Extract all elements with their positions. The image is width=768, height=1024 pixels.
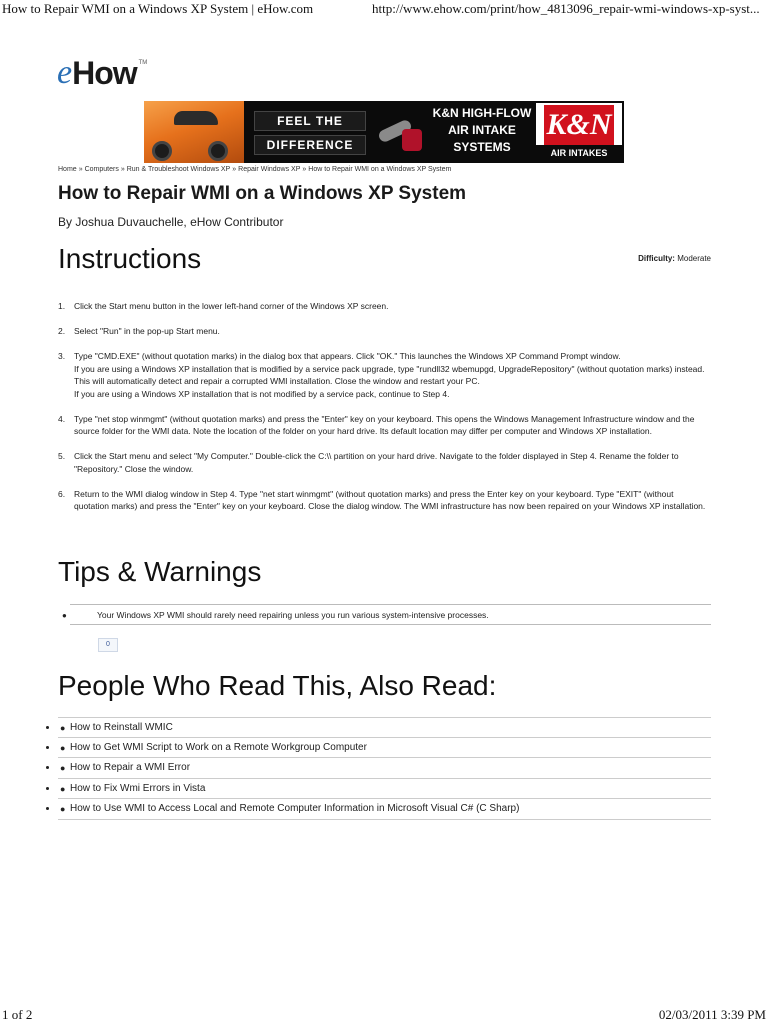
- step-number: 3.: [58, 351, 66, 361]
- breadcrumb-separator: »: [232, 166, 237, 173]
- also-read-item: [58, 738, 711, 759]
- breadcrumb-separator: »: [302, 166, 307, 173]
- article-byline: By Joshua Duvauchelle, eHow Contributor: [58, 215, 284, 229]
- step-number: 1.: [58, 301, 66, 311]
- also-read-link[interactable]: How to Use WMI to Access Local and Remote Computer Information in Microsoft Visual C# (C Sharp): [70, 803, 520, 815]
- step-line: Type "CMD.EXE" (without quotation marks) in the dialog box that appears. Click "OK." This launches the Windows XP Command Prompt window.: [74, 351, 621, 361]
- logo-how: How: [72, 55, 137, 91]
- step-number: 4.: [58, 413, 66, 424]
- step-line: Click the Start menu and select "My Computer." Double-click the C:\\ partition on your hard drive. Navigate to the folder displayed in Step 4. Rename the folder to "Repository." Close the window.: [74, 451, 679, 474]
- instruction-step: [58, 300, 708, 313]
- ad-feel-line: FEEL THE: [254, 111, 366, 131]
- instruction-steps: [58, 300, 708, 525]
- breadcrumb-separator: »: [78, 166, 83, 173]
- step-text: [74, 300, 708, 313]
- also-read-item: [58, 717, 711, 738]
- instruction-step: [58, 488, 708, 513]
- step-line: Select "Run" in the pop-up Start menu.: [74, 326, 220, 336]
- difficulty-value: Moderate: [677, 254, 711, 263]
- print-footer: [0, 1004, 768, 1024]
- print-page-number: 1 of 2: [2, 1007, 33, 1022]
- tips-heading: Tips & Warnings: [58, 556, 262, 587]
- kn-logo-tagline: AIR INTAKES: [536, 145, 622, 161]
- instructions-heading: Instructions: [58, 243, 202, 274]
- also-read-item: [58, 779, 711, 800]
- breadcrumb-link-repair-windows-xp[interactable]: Repair Windows XP: [238, 166, 301, 173]
- also-read-heading: People Who Read This, Also Read:: [58, 670, 497, 701]
- breadcrumb-current: How to Repair WMI on a Windows XP System: [308, 166, 452, 173]
- step-text: [74, 325, 708, 338]
- logo-e: e: [57, 54, 73, 91]
- intake-filter: [402, 129, 422, 151]
- difficulty-label: Difficulty:: [638, 254, 675, 263]
- ad-banner-kn-air-intake[interactable]: [144, 101, 624, 163]
- car-wheel: [152, 141, 172, 161]
- like-count-button[interactable]: 0: [98, 638, 118, 652]
- also-read-link[interactable]: How to Get WMI Script to Work on a Remote Workgroup Computer: [70, 741, 367, 753]
- also-read-item: [58, 758, 711, 779]
- step-text: [74, 413, 708, 438]
- also-read-link[interactable]: How to Fix Wmi Errors in Vista: [70, 782, 206, 794]
- step-number: 5.: [58, 451, 66, 461]
- step-line: If you are using a Windows XP installation that is not modified by a service pack, continue to Step 4.: [74, 388, 450, 399]
- breadcrumb: [58, 166, 451, 173]
- ad-feel-the-difference: [254, 111, 366, 159]
- print-header: [0, 0, 768, 18]
- logo-trademark: TM: [138, 60, 148, 66]
- ad-kn-line: K&N HIGH-FLOW: [432, 106, 532, 120]
- print-page-title: How to Repair WMI on a Windows XP System | eHow.com: [2, 1, 314, 16]
- breadcrumb-link-run-troubleshoot[interactable]: Run & Troubleshoot Windows XP: [126, 166, 231, 173]
- also-read-list: [58, 717, 711, 820]
- print-date: 02/03/2011 3:39 PM: [658, 1007, 766, 1022]
- ad-kn-headline: [428, 105, 536, 156]
- bullet-icon: • ●: [60, 804, 66, 815]
- step-number: 6.: [58, 488, 66, 499]
- ad-car-image: [144, 101, 244, 163]
- car-wheel: [208, 141, 228, 161]
- ehow-logo[interactable]: [57, 56, 147, 90]
- ad-feel-line: DIFFERENCE: [254, 135, 366, 155]
- difficulty-indicator: [638, 254, 711, 263]
- tip-item: [62, 604, 711, 625]
- step-text: [74, 350, 708, 400]
- instruction-step: [58, 450, 708, 475]
- breadcrumb-separator: »: [120, 166, 125, 173]
- tips-list: [58, 604, 711, 625]
- ad-kn-line: SYSTEMS: [453, 140, 511, 154]
- ad-kn-line: AIR INTAKE: [448, 123, 516, 137]
- bullet-icon: ●: [62, 611, 67, 620]
- air-intake-icon: [374, 109, 424, 155]
- also-read-link[interactable]: How to Repair a WMI Error: [70, 762, 191, 774]
- instruction-step: [58, 413, 708, 438]
- step-text: [74, 450, 708, 475]
- breadcrumb-link-computers[interactable]: Computers: [84, 166, 119, 173]
- instruction-step: [58, 350, 708, 400]
- car-window: [174, 111, 218, 125]
- step-line: Click the Start menu button in the lower left-hand corner of the Windows XP screen.: [74, 301, 389, 311]
- also-read-link[interactable]: How to Reinstall WMIC: [70, 722, 173, 733]
- breadcrumb-link-home[interactable]: Home: [58, 166, 77, 173]
- also-read-item: [58, 799, 711, 820]
- step-line: Type "net stop winmgmt" (without quotation marks) and press the "Enter" key on your keyboard. This opens the Windows Management Infrastructure window and the source folder for the WMI data. Note the location of the folder on your hard drive. Its default location may differ per computer and Windows XP installation.: [74, 413, 695, 436]
- step-line: Return to the WMI dialog window in Step 4. Type "net start winmgmt" (without quotation marks) and press the Enter key on your keyboard. Type "EXIT" (without quotation marks) and press the "Enter" key on your keyboard. Close the dialog window. The WMI infrastructure has now been repaired on your Windows XP installation.: [74, 488, 706, 511]
- step-line: If you are using a Windows XP installation that is modified by a service pack upgrade, type "rundll32 wbemupgd, UpgradeRepository" (without quotation marks) instead. This will automatically detect and repair a corrupted WMI installation. Close the window and restart your PC.: [74, 363, 705, 386]
- bullet-icon: • ●: [60, 763, 66, 774]
- bullet-icon: • ●: [60, 742, 66, 753]
- article-title: How to Repair WMI on a Windows XP System: [58, 183, 467, 204]
- step-text: [74, 488, 708, 513]
- bullet-icon: • ●: [60, 783, 66, 794]
- instruction-step: [58, 325, 708, 338]
- bullet-icon: • ●: [60, 723, 66, 733]
- kn-logo-mark: K&N: [544, 105, 614, 145]
- step-number: 2.: [58, 326, 66, 336]
- print-page-url: http://www.ehow.com/print/how_4813096_repair-wmi-windows-xp-syst...: [372, 1, 760, 16]
- kn-logo: [536, 103, 622, 161]
- tip-text: Your Windows XP WMI should rarely need repairing unless you run various system-intensive processes.: [97, 609, 489, 620]
